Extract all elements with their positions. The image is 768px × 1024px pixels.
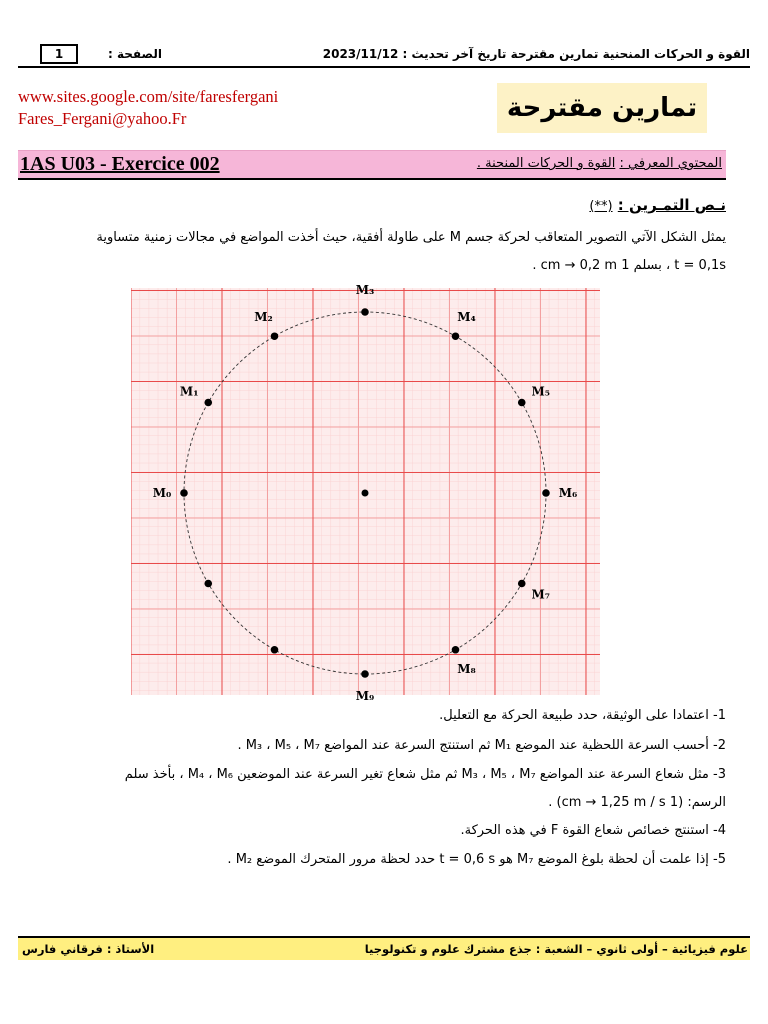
point-label-4: M₄ [457,310,476,325]
trajectory-svg [131,283,600,703]
email-link[interactable]: Fares_Fergani@yahoo.Fr [18,109,187,128]
point-label-7: M₇ [531,587,551,602]
point-label-9: M₉ [355,689,375,703]
content-prefix: المحتوي المعرفي : [619,156,722,171]
question-5: 5- إذا علمت أن لحظة بلوغ الموضع M₇ هو t = 0,6 s حدد لحظة مرور المتحرك الموضع M₂ . [227,852,726,867]
question-1: 1- اعتمادا على الوثيقة، حدد طبيعة الحركة مع التعليل. [439,708,726,723]
footer-bar [18,936,750,960]
contact-links [18,86,278,130]
point-4 [452,332,460,340]
point-label-6: M₆ [558,486,578,500]
point-0 [180,489,188,497]
unlabeled-point-1 [271,646,279,654]
point-9 [361,670,369,678]
point-1 [204,399,212,407]
point-6 [542,489,550,497]
page-title-box: تمارين مقترحة [497,83,707,133]
point-label-3: M₃ [355,283,375,297]
unlabeled-point-0 [204,580,212,588]
content-value: القوة و الحركات المنحنة . [476,156,616,171]
exercise-heading-label: نـص التمـرين : [617,196,726,214]
footer-teacher: الأستاذ : فرقاني فارس [22,942,155,956]
point-label-8: M₈ [457,661,476,676]
point-label-0: M₀ [152,486,172,500]
point-3 [361,308,369,316]
footer-subject: علوم فيزيائية – أولى ثانوي – الشعبة : جذع مشترك علوم و تكنولوجيا [364,942,748,956]
question-3a: 3- مثل شعاع السرعة عند المواضع M₃ ، M₅ ، M₇ ثم مثل شعاع تغير السرعة عند الموضعين M₄ ، M₆ ، بأخذ سلم [124,767,726,782]
point-7 [518,580,526,588]
website-link[interactable]: www.sites.google.com/site/faresfergani [18,87,279,106]
point-label-2: M₂ [254,310,273,325]
top-header [18,44,750,68]
section-bar [18,150,726,180]
statement-line-1: يمثل الشكل الآتي التصوير المتعاقب لحركة جسم M على طاولة أفقية، حيث أخذت المواضع في مجالات زمنية متساوية [96,230,726,245]
page-label: الصفحة : [108,47,162,61]
difficulty-stars: (**) [589,199,613,214]
header-title: القوة و الحركات المنحنية تمارين مقترحة تاريخ آخر تحديث : 2023/11/12 [322,47,750,61]
point-label-1: M₁ [179,384,199,399]
point-2 [271,332,279,340]
statement-line-2: t = 0,1s ، بسلم 1 cm → 0,2 m . [532,258,726,273]
point-5 [518,399,526,407]
point-8 [452,646,460,654]
point-label-5: M₅ [531,384,551,399]
question-3b: الرسم: (1 cm → 1,25 m / s) . [548,795,726,810]
exercise-title: 1AS U03 - Exercice 002 [20,153,220,175]
exercise-heading [589,196,726,214]
question-4: 4- استنتج خصائص شعاع القوة F في هذه الحركة. [460,823,726,838]
question-2: 2- أحسب السرعة اللحظية عند الموضع M₁ ثم استنتج السرعة عند المواضع M₃ ، M₅ ، M₇ . [237,738,726,753]
center-point [362,490,369,497]
graph-paper-figure [131,283,600,703]
content-line [477,156,722,171]
page-number-box: 1 [40,44,78,64]
